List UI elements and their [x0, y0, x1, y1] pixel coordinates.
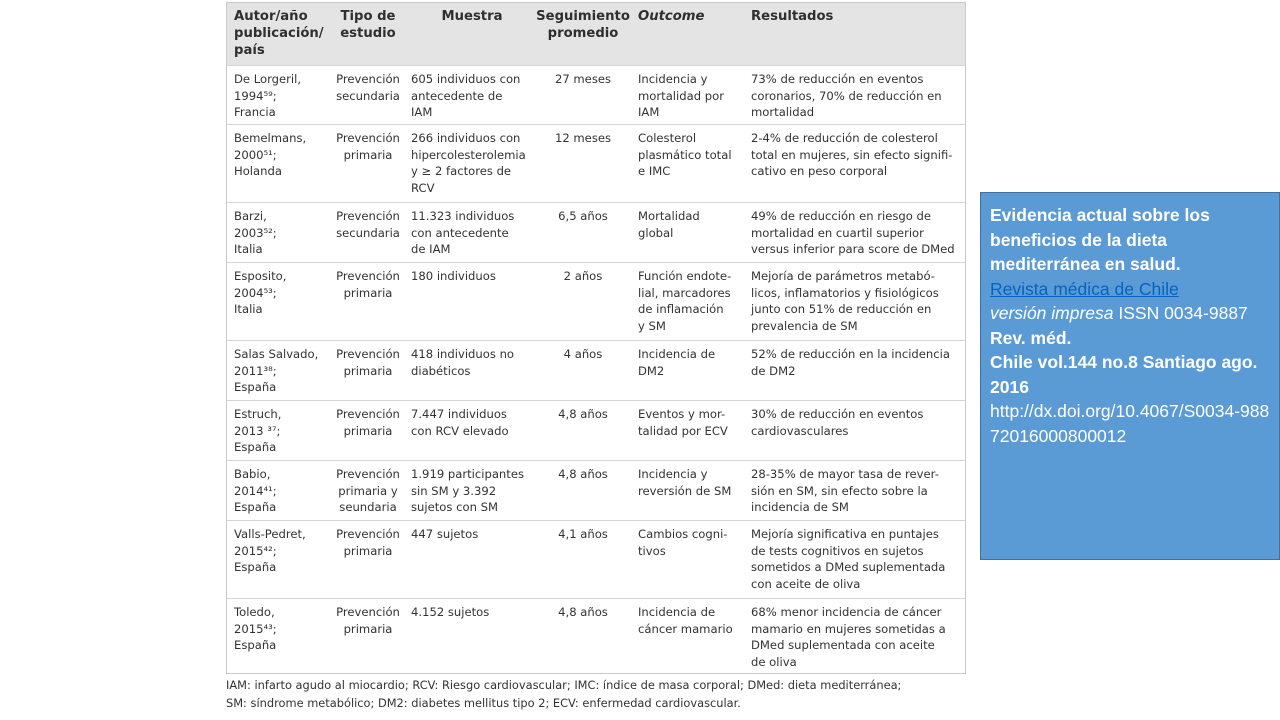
cell-followup: 4,8 años — [558, 605, 608, 619]
header-results: Resultados — [751, 9, 834, 24]
cell-results: 30% de reducción en eventos cardiovasculares — [751, 407, 924, 438]
cell-results: 28-35% de mayor tasa de rever- sión en SM, sin efecto sobre la incidencia de SM — [751, 467, 939, 515]
cell-sample: 418 individuos no diabéticos — [411, 347, 515, 378]
cell-results: 68% menor incidencia de cáncer mamario en mujeres sometidas a DMed suplementada con aceite de oliva — [751, 605, 946, 670]
cell-study-type: Prevención primaria — [336, 605, 400, 636]
header-author: Autor/año publicación/ país — [234, 9, 324, 58]
cell-outcome: Incidencia de DM2 — [638, 347, 716, 378]
cell-study-type: Prevención primaria — [336, 269, 400, 300]
table-row — [227, 202, 965, 262]
header-followup: Seguimiento promedio — [536, 9, 630, 41]
cell-followup: 4,1 años — [558, 527, 608, 541]
cell-study-type: Prevención primaria — [336, 407, 400, 438]
version-label: versión impresa — [990, 303, 1114, 323]
cell-results: Mejoría significativa en puntajes de tests cognitivos en sujetos sometidos a DMed suplementada con aceite de oliva — [751, 527, 946, 592]
cell-outcome: Incidencia y reversión de SM — [638, 467, 732, 498]
cell-sample: 11.323 individuos con antecedente de IAM — [411, 209, 515, 257]
cell-author: Valls-Pedret, 2015⁴²; España — [234, 527, 306, 575]
journal-link[interactable]: Revista médica de Chile — [990, 278, 1179, 299]
cell-outcome: Incidencia de cáncer mamario — [638, 605, 733, 636]
cell-outcome: Colesterol plasmático total e IMC — [638, 131, 732, 179]
cell-followup: 2 años — [563, 269, 603, 283]
cell-results: Mejoría de parámetros metabó- licos, inflamatorios y fisiológicos junto con 51% de reducción en prevalencia de SM — [751, 269, 939, 334]
cell-sample: 4.152 sujetos — [411, 605, 490, 619]
cell-study-type: Prevención secundaria — [336, 72, 400, 103]
header-outcome: Outcome — [638, 9, 705, 24]
table-row — [227, 124, 965, 202]
cell-author: Esposito, 2004⁵³; Italia — [234, 269, 287, 317]
article-title: Evidencia actual sobre los beneficios de la dieta mediterránea en salud. — [990, 205, 1210, 274]
table-row — [227, 400, 965, 460]
cell-study-type: Prevención primaria y seundaria — [336, 467, 400, 515]
cell-outcome: Cambios cogni- tivos — [638, 527, 728, 558]
cell-followup: 27 meses — [554, 72, 612, 86]
cell-followup: 4,8 años — [558, 467, 608, 481]
cell-outcome: Función endote- lial, marcadores de inflamación y SM — [638, 269, 732, 334]
cell-results: 73% de reducción en eventos coronarios, 70% de reducción en mortalidad — [751, 72, 942, 120]
header-study-type: Tipo de estudio — [340, 9, 396, 41]
cell-results: 2-4% de reducción de colesterol total en mujeres, sin efecto signifi- cativo en peso corporal — [751, 131, 953, 179]
table-footnote: IAM: infarto agudo al miocardio; RCV: Riesgo cardiovascular; IMC: índice de masa corporal; DMed: dieta mediterránea; SM: síndrome metabólico; DM2: diabetes mellitus tipo 2; ECV: enfermedad cardiovascular. — [226, 678, 902, 710]
cell-sample: 447 sujetos — [411, 527, 479, 541]
table-row — [227, 520, 965, 598]
journal-abbrev: Rev. méd. — [990, 327, 1072, 348]
cell-study-type: Prevención primaria — [336, 131, 400, 162]
cell-results: 49% de reducción en riesgo de mortalidad en cuartil superior versus inferior para score de DMed — [751, 209, 955, 257]
table-header-row — [227, 3, 965, 65]
cell-followup: 6,5 años — [558, 209, 608, 223]
cell-study-type: Prevención secundaria — [336, 209, 400, 240]
cell-sample: 266 individuos con hipercolesterolemia y ≥ 2 factores de RCV — [411, 131, 526, 196]
cell-study-type: Prevención primaria — [336, 527, 400, 558]
doi-link[interactable]: http://dx.doi.org/10.4067/S0034-98872016000800012 — [990, 401, 1270, 446]
cell-followup: 12 meses — [554, 131, 612, 145]
volume-info: Chile vol.144 no.8 Santiago ago. 2016 — [990, 352, 1258, 397]
issn-value: ISSN 0034-9887 — [1113, 303, 1248, 323]
citation-box — [980, 192, 1280, 560]
cell-sample: 7.447 individuos con RCV elevado — [411, 407, 509, 438]
cell-author: Estruch, 2013 ³⁷; España — [234, 407, 282, 455]
issn-line — [990, 301, 1273, 326]
cell-author: Bemelmans, 2000⁵¹; Holanda — [234, 131, 307, 179]
cell-study-type: Prevención primaria — [336, 347, 400, 378]
cell-sample: 1.919 participantes sin SM y 3.392 sujetos con SM — [411, 467, 524, 515]
cell-outcome: Eventos y mor- talidad por ECV — [638, 407, 728, 438]
cell-sample: 180 individuos — [411, 269, 496, 283]
header-sample: Muestra — [441, 9, 503, 24]
table-row — [227, 340, 965, 400]
cell-results: 52% de reducción en la incidencia de DM2 — [751, 347, 950, 378]
table-row — [227, 65, 965, 124]
table-row — [227, 460, 965, 520]
table-row — [227, 598, 965, 673]
table-row — [227, 262, 965, 340]
studies-table — [226, 2, 966, 674]
cell-author: Barzi, 2003⁵²; Italia — [234, 209, 277, 257]
cell-author: Salas Salvado, 2011³⁸; España — [234, 347, 319, 395]
cell-followup: 4,8 años — [558, 407, 608, 421]
cell-followup: 4 años — [563, 347, 603, 361]
cell-outcome: Incidencia y mortalidad por IAM — [638, 72, 724, 120]
cell-sample: 605 individuos con antecedente de IAM — [411, 72, 521, 120]
cell-author: Babio, 2014⁴¹; España — [234, 467, 277, 515]
journal-line — [990, 277, 1273, 302]
cell-author: Toledo, 2015⁴³; España — [234, 605, 277, 653]
cell-outcome: Mortalidad global — [638, 209, 700, 240]
cell-author: De Lorgeril, 1994⁵⁹; Francia — [234, 72, 302, 120]
